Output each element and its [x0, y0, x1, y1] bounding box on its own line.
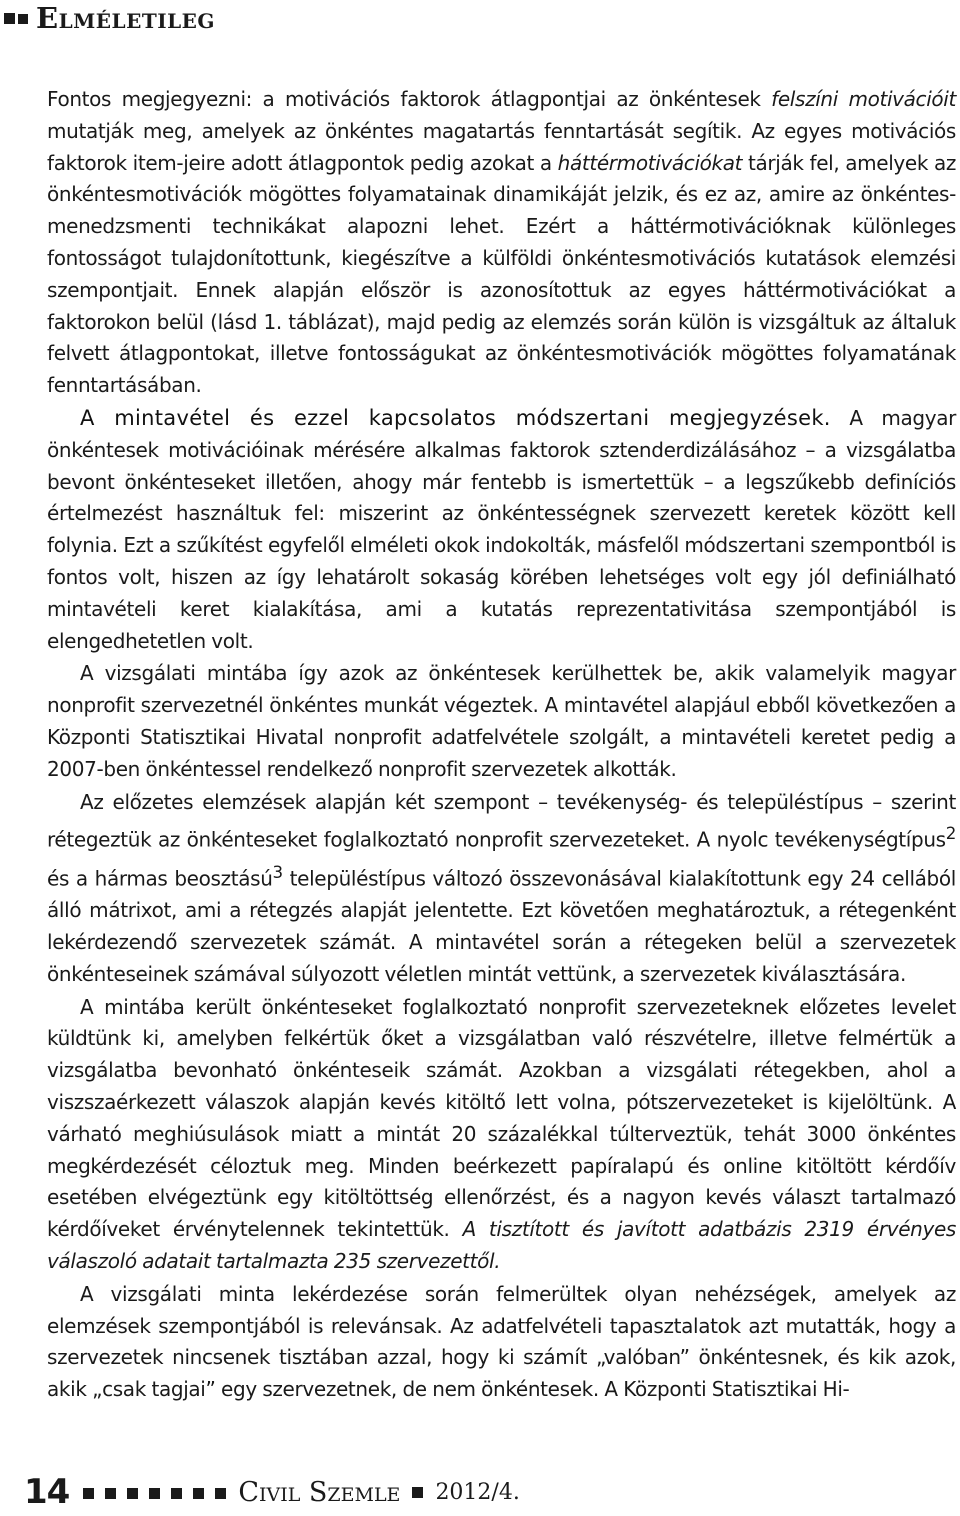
text-run: Az előzetes elemzések alapján két szempont – tevékenység- és településtípus – szerint rétegeztük az önkénteseket foglalkoztató nonprofit szervezeteket. A nyolc tevékenységtípus: [47, 789, 956, 852]
text-run: Fontos megjegyezni: a motivációs faktorok átlagpontjai az önkéntesek: [47, 87, 772, 111]
square-bullet-icon: [83, 1488, 94, 1499]
paragraph: [47, 84, 956, 402]
paragraph: [47, 992, 956, 1278]
square-bullet-icon: [149, 1488, 160, 1499]
text-run: tárják fel, amelyek az önkéntesmotivációk mögöttes folyamatainak dinamikáját jelzik, és ez az, amire az önkéntes-menedzsmenti technikákat alapozni lehet. Ezért a háttérmotivációknak különleges fontosságot tulajdonítottunk, kiegészítve a külföldi önkéntesmotivációs kutatások elemzési szempontjait. Ennek alapján először is azonosítottuk az egyes háttérmotivációkat a faktorokon belül (lásd 1. táblázat), majd pedig az elemzés során külön is vizsgáltuk az általuk felvett átlagpontokat, illetve fontosságukat az önkéntesmotivációk mögöttes folyamatának fenntartásában.: [47, 150, 957, 398]
body-text: [47, 84, 956, 1406]
text-run: mutatják meg, amelyek az önkéntes magatartás fenntartását segítik. Az egyes motivációs faktorok item-jeire adott átlagpontok pedig azokat a: [47, 118, 956, 175]
paragraph: [47, 787, 956, 991]
text-run: A mintába került önkénteseket foglalkoztató nonprofit szervezeteknek előzetes levelet küldtünk ki, amelyben felkértük őket a vizsgálatban való részvételre, illetve felmértük a vizsgálatba bevonható önkénteseik számát. Azokban a vizsgálati rétegekben, ahol a viszszaérkezett válaszok alapján kevés kitöltő lett volna, pótszervezeteket is kijelöltünk. A várható meghiúsulások miatt a mintát 20 százalékkal túlterveztük, tehát 3000 önkéntes megkérdezését céloztuk meg. Minden beérkezett papíralapú és online kitöltött kérdőív esetében elvégeztünk egy kitöltöttség ellenőrzést, és a nagyon kevés választ tartalmazó kérdőíveket érvénytelennek tekintettük.: [47, 994, 956, 1242]
footnote-ref: 3: [272, 862, 283, 882]
text-run: A tisztított és javított adatbázis 2319 érvényes válaszoló adatait tartalmazta 235 szervezettől.: [47, 1217, 956, 1273]
square-bullet-icon: [412, 1487, 423, 1498]
square-bullet-icon: [127, 1488, 138, 1499]
footnote-ref: 2: [945, 824, 956, 844]
issue-number: 2012/4.: [435, 1479, 520, 1505]
square-bullet-icon: [105, 1488, 116, 1499]
footer-decoration: [83, 1483, 237, 1502]
journal-name: Civil Szemle: [238, 1476, 401, 1508]
square-bullet-icon: [4, 13, 15, 24]
paragraph: [47, 403, 956, 657]
square-bullet-icon: [193, 1488, 204, 1499]
text-run: felszíni motivációit: [771, 87, 956, 111]
text-run: háttérmotivációkat: [557, 150, 743, 175]
section-header: [4, 0, 215, 36]
text-run: A magyar önkéntesek motivációinak mérésére alkalmas faktorok sztenderdizálásához – a vizsgálatba bevont önkénteseket illetően, ahogy már fentebb is ismertettük – a legszűkebb definíciós értelmezést használtuk fel: miszerint az önkéntességnek szervezett keretek között kell folynia. Ezt a szűkítést egyfelől elméleti okok indokolták, másfelől módszertani szempontból is fontos volt, hiszen az így lehatárolt sokaság körében lehetséges volt egy jól definiálható mintavételi keret kialakítása, ami a kutatás reprezentativitása szempontjából is elengedhetetlen volt.: [47, 405, 956, 653]
subheading: A mintavétel és ezzel kapcsolatos módszertani megjegyzések.: [80, 405, 831, 430]
text-run: és a hármas beosztású: [47, 866, 273, 891]
page-footer: [24, 1468, 520, 1516]
square-bullet-icon: [171, 1488, 182, 1499]
text-run: településtípus változó összevonásával kialakítottunk egy 24 cellából álló mátrixot, ami a rétegzés alapját jelentette. Ezt követően meghatároztuk, a rétegenként lekérdezendő szervezetek számát. A mintavétel során a rétegeken belül a szervezetek önkénteseinek számával súlyozott véletlen mintát vettünk, a szervezetek kiválasztására.: [47, 866, 956, 986]
square-bullet-icon: [18, 14, 28, 24]
square-bullet-icon: [215, 1488, 226, 1499]
section-title: Elméletileg: [36, 1, 215, 35]
text-run: A vizsgálati minta lekérdezése során felmerültek olyan nehézségek, amelyek az elemzések szempontjából is relevánsak. Az adatfelvételi tapasztalatok azt mutatták, hogy a szervezetek nincsenek tisztában azzal, hogy ki számít „valóban” önkéntesnek, és kik azok, akik „csak tagjai” egy szervezetnek, de nem önkéntesek. A Központi Statisztikai Hi-: [47, 1281, 956, 1402]
paragraph: [47, 1279, 956, 1406]
text-run: A vizsgálati mintába így azok az önkéntesek kerülhettek be, akik valamelyik magyar nonprofit szervezetnél önkéntes munkát végeztek. A mintavétel alapjául ebből következően a Központi Statisztikai Hivatal nonprofit adatfelvétele szolgált, a mintavételi keretet pedig a 2007-ben önkéntessel rendelkező nonprofit szervezetek alkották.: [47, 661, 956, 781]
paragraph: [47, 658, 956, 785]
page-number: 14: [24, 1472, 70, 1512]
